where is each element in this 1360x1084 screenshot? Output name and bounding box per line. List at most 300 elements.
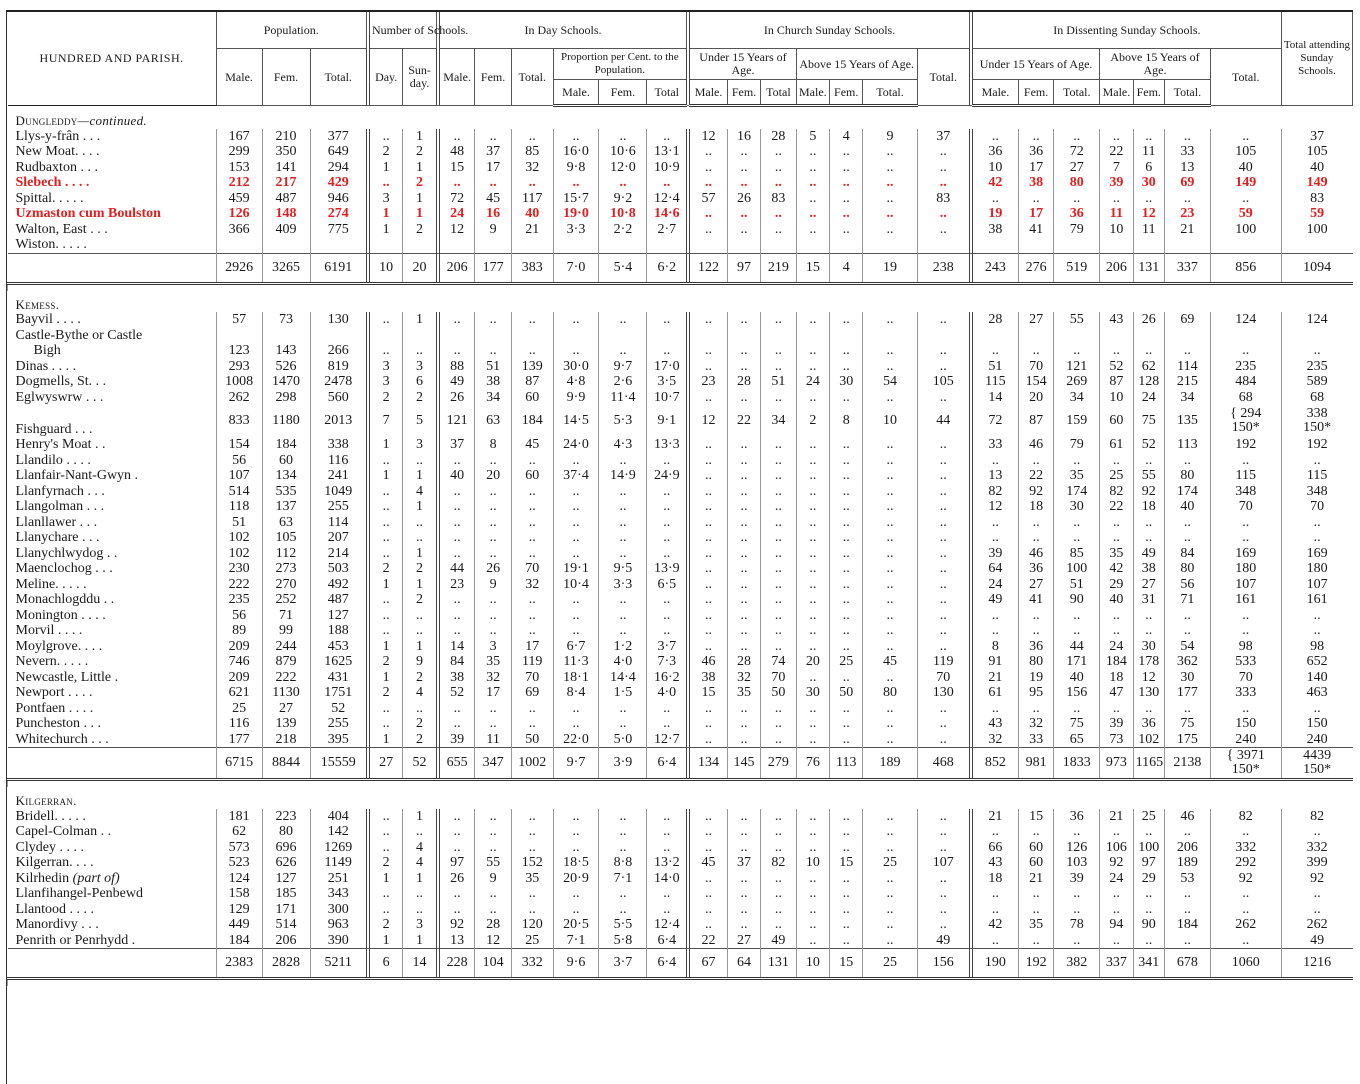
table-cell: 35 [1054, 468, 1100, 484]
table-cell: 116 [310, 453, 366, 469]
table-cell [1133, 328, 1164, 344]
table-cell: 3265 [262, 253, 310, 283]
table-cell: 262 [1210, 917, 1281, 933]
table-cell: 212 [216, 175, 262, 191]
table-cell: 1 [403, 191, 436, 207]
table-cell: 63 [262, 515, 310, 531]
table-cell: 35 [727, 685, 760, 701]
table-cell: .. [475, 902, 512, 918]
table-cell: .. [761, 871, 796, 887]
church-above-fem-header: Fem. [830, 80, 863, 106]
table-cell: 1 [403, 809, 436, 825]
table-cell: 139 [262, 716, 310, 732]
parish-name [8, 343, 217, 359]
table-cell: .. [1133, 608, 1164, 624]
table-cell: 1 [369, 670, 402, 686]
table-cell: 39 [972, 546, 1018, 562]
table-cell: 92 [1100, 855, 1133, 871]
table-cell: 10 [369, 253, 402, 283]
table-cell: 26 [439, 390, 474, 406]
table-cell: 6 [403, 374, 436, 390]
table-cell: 573 [216, 840, 262, 856]
table-cell: .. [647, 499, 687, 515]
table-cell: .. [1100, 129, 1133, 145]
table-cell: 649 [310, 144, 366, 160]
table-cell: 40 [1100, 592, 1133, 608]
table-cell: 28 [972, 312, 1018, 328]
table-cell: 383 [511, 253, 553, 283]
parish-label: Bigh [33, 343, 61, 358]
table-cell: .. [1054, 623, 1100, 639]
table-cell: 63 [475, 405, 512, 437]
table-cell: .. [863, 592, 917, 608]
dissent-under-fem-header: Fem. [1018, 80, 1053, 106]
table-cell: .. [369, 499, 402, 515]
table-cell: 87 [1100, 374, 1133, 390]
table-row [8, 902, 1353, 918]
table-cell: .. [917, 437, 969, 453]
table-cell: 230 [216, 561, 262, 577]
table-cell: 102 [1133, 732, 1164, 748]
table-cell [796, 237, 829, 253]
table-cell: .. [1133, 343, 1164, 359]
table-row [8, 160, 1353, 176]
table-row [8, 343, 1353, 359]
table-row [8, 468, 1353, 484]
table-cell: .. [403, 824, 436, 840]
dissent-above-15-header: Above 15 Years of Age. [1100, 49, 1211, 80]
parish-name [8, 933, 217, 949]
table-cell: 3·7 [599, 949, 647, 979]
table-cell: .. [917, 577, 969, 593]
table-cell: .. [475, 312, 512, 328]
table-cell: 20 [1018, 390, 1053, 406]
table-cell: .. [690, 468, 728, 484]
table-cell: 184 [1100, 654, 1133, 670]
parish-name [8, 886, 217, 902]
cell-line: 338 [1306, 406, 1328, 421]
table-cell: .. [1133, 701, 1164, 717]
table-row [8, 206, 1353, 222]
table-cell: 19·0 [553, 206, 599, 222]
cell-line: 150* [1303, 762, 1332, 777]
table-cell: 337 [1100, 949, 1133, 979]
table-cell: .. [553, 608, 599, 624]
table-cell: 6 [369, 949, 402, 979]
table-cell: .. [1210, 701, 1281, 717]
table-cell: .. [863, 546, 917, 562]
table-cell: 82 [972, 484, 1018, 500]
table-cell: .. [863, 453, 917, 469]
table-cell [1281, 328, 1352, 344]
table-cell: 28 [475, 917, 512, 933]
table-cell: 390 [310, 933, 366, 949]
table-cell: .. [796, 902, 829, 918]
table-cell [1164, 237, 1210, 253]
parish-name [8, 654, 217, 670]
table-cell: .. [511, 530, 553, 546]
table-cell: .. [690, 608, 728, 624]
table-cell: 228 [439, 949, 474, 979]
parish-label: Bridell. . . . . [15, 808, 86, 824]
table-cell: 184 [216, 933, 262, 949]
table-cell: 217 [262, 175, 310, 191]
parish-name [8, 561, 217, 577]
table-cell: 1751 [310, 685, 366, 701]
table-cell: 24 [972, 577, 1018, 593]
table-cell: 115 [972, 374, 1018, 390]
table-cell: 3·9 [599, 748, 647, 780]
day-total-header: Total. [511, 49, 553, 106]
table-cell: .. [972, 453, 1018, 469]
table-cell: .. [690, 840, 728, 856]
table-cell: 298 [262, 390, 310, 406]
table-cell: 270 [262, 577, 310, 593]
table-cell: .. [796, 468, 829, 484]
church-under-total-header: Total [761, 80, 796, 106]
table-cell: 10·7 [647, 390, 687, 406]
table-cell: 292 [1210, 855, 1281, 871]
table-cell: 269 [1054, 374, 1100, 390]
table-cell: .. [1210, 902, 1281, 918]
parish-name [8, 499, 217, 515]
table-cell: .. [511, 175, 553, 191]
table-cell: 64 [727, 949, 760, 979]
parish-label: Llanfyrnach . . . [15, 483, 105, 499]
cell-line: 150* [1231, 762, 1260, 777]
table-cell: 1833 [1054, 748, 1100, 780]
table-cell [1100, 237, 1133, 253]
hundred-section-row [8, 291, 1353, 313]
table-cell: 463 [1281, 685, 1352, 701]
table-cell: 15·7 [553, 191, 599, 207]
table-cell: 18 [1100, 670, 1133, 686]
parish-name [8, 312, 217, 328]
table-cell: 98 [1210, 639, 1281, 655]
table-cell: .. [1281, 608, 1352, 624]
table-cell: .. [690, 437, 728, 453]
table-cell: 13·1 [647, 144, 687, 160]
table-cell: .. [403, 343, 436, 359]
table-cell: 60 [1100, 405, 1133, 437]
table-cell: .. [830, 701, 863, 717]
table-cell: .. [863, 608, 917, 624]
parish-name [8, 917, 217, 933]
table-cell: .. [727, 437, 760, 453]
table-cell: .. [863, 824, 917, 840]
table-cell: .. [1281, 701, 1352, 717]
parish-name [8, 577, 217, 593]
table-cell [1210, 237, 1281, 253]
number-of-schools-header: Number of Schools. [369, 12, 436, 49]
table-cell: 21 [1100, 809, 1133, 825]
table-cell: 1 [369, 160, 402, 176]
table-cell: .. [830, 530, 863, 546]
table-cell: .. [1018, 608, 1053, 624]
parish-name [8, 129, 217, 145]
table-cell: .. [475, 716, 512, 732]
table-cell: .. [599, 484, 647, 500]
table-cell: .. [761, 577, 796, 593]
table-cell: 114 [310, 515, 366, 531]
table-cell: 44 [917, 405, 969, 437]
table-cell: 181 [216, 809, 262, 825]
dissenting-sunday-schools-header: In Dissenting Sunday Schools. [972, 12, 1281, 49]
table-row [8, 933, 1353, 949]
table-cell: 294 [310, 160, 366, 176]
table-cell: 36 [1133, 716, 1164, 732]
table-cell: 9 [475, 871, 512, 887]
table-cell: 1 [369, 437, 402, 453]
table-cell: .. [727, 222, 760, 238]
table-cell: 25 [511, 933, 553, 949]
table-cell: 40 [1210, 160, 1281, 176]
table-cell: 14·6 [647, 206, 687, 222]
church-above-total-header: Total. [863, 80, 917, 106]
parish-name [8, 608, 217, 624]
table-row [8, 390, 1353, 406]
table-cell: 2 [369, 561, 402, 577]
table-cell: .. [972, 701, 1018, 717]
parish-name [8, 453, 217, 469]
table-cell: 62 [1133, 359, 1164, 375]
table-cell: 2926 [216, 253, 262, 283]
table-cell: 262 [216, 390, 262, 406]
table-cell: 175 [1164, 732, 1210, 748]
table-cell: 2·6 [599, 374, 647, 390]
table-cell: 348 [1281, 484, 1352, 500]
table-row [8, 499, 1353, 515]
table-cell: .. [475, 343, 512, 359]
table-cell: 13·3 [647, 437, 687, 453]
table-cell: .. [439, 515, 474, 531]
table-cell: 105 [917, 374, 969, 390]
table-cell: 64 [972, 561, 1018, 577]
table-cell: .. [796, 561, 829, 577]
table-cell: .. [1210, 608, 1281, 624]
table-cell: 15 [1018, 809, 1053, 825]
table-cell: 184 [262, 437, 310, 453]
table-cell: 115 [1210, 468, 1281, 484]
table-cell: .. [511, 902, 553, 918]
table-cell: 12·0 [599, 160, 647, 176]
parish-label: Dinas . . . . [15, 358, 77, 374]
table-cell: 8 [972, 639, 1018, 655]
table-cell: 453 [310, 639, 366, 655]
parish-name [8, 840, 217, 856]
table-cell: 1 [369, 206, 402, 222]
table-cell: .. [599, 701, 647, 717]
table-cell: .. [727, 499, 760, 515]
table-cell: 23 [1164, 206, 1210, 222]
table-cell: 22·0 [553, 732, 599, 748]
table-cell: 124 [1281, 312, 1352, 328]
table-cell: 3·3 [553, 222, 599, 238]
table-cell: 73 [262, 312, 310, 328]
table-cell: .. [553, 453, 599, 469]
table-cell: 279 [761, 748, 796, 780]
table-cell: 26 [1133, 312, 1164, 328]
table-cell: .. [439, 175, 474, 191]
table-cell [761, 237, 796, 253]
table-cell: 20 [403, 253, 436, 283]
table-cell: .. [511, 716, 553, 732]
table-cell: .. [599, 716, 647, 732]
table-cell: 10 [863, 405, 917, 437]
table-cell: .. [1133, 530, 1164, 546]
hundred-section-row [8, 106, 1353, 129]
table-cell: .. [830, 732, 863, 748]
table-cell: 92 [1281, 871, 1352, 887]
table-cell: 29 [1133, 871, 1164, 887]
table-cell: .. [863, 886, 917, 902]
table-cell: 80 [262, 824, 310, 840]
table-cell: .. [553, 499, 599, 515]
table-cell: 332 [511, 949, 553, 979]
table-cell: 46 [1018, 546, 1053, 562]
table-row [8, 608, 1353, 624]
table-cell: 244 [262, 639, 310, 655]
table-cell: 10 [796, 949, 829, 979]
table-cell: .. [796, 840, 829, 856]
table-cell: 1216 [1281, 949, 1352, 979]
table-cell: 30 [1133, 639, 1164, 655]
table-cell: 17 [511, 639, 553, 655]
table-cell: .. [475, 453, 512, 469]
cell-line: 150* [1303, 420, 1332, 435]
table-cell: .. [690, 732, 728, 748]
table-cell: 137 [262, 499, 310, 515]
table-cell: 6·4 [647, 933, 687, 949]
table-cell: 4 [403, 484, 436, 500]
table-cell: .. [1054, 933, 1100, 949]
table-cell: .. [369, 175, 402, 191]
table-cell: .. [1054, 453, 1100, 469]
table-cell: .. [511, 515, 553, 531]
table-cell: 35 [1018, 917, 1053, 933]
table-cell: 409 [262, 222, 310, 238]
table-cell: 523 [216, 855, 262, 871]
table-cell: 153 [216, 160, 262, 176]
table-cell: .. [863, 390, 917, 406]
table-cell: .. [553, 809, 599, 825]
table-cell: .. [1054, 343, 1100, 359]
parish-label: Eglwyswrw . . . [15, 389, 104, 405]
table-cell: .. [1018, 515, 1053, 531]
table-cell: .. [369, 129, 402, 145]
table-cell: 118 [216, 499, 262, 515]
table-cell: .. [1100, 191, 1133, 207]
table-cell: 25 [830, 654, 863, 670]
table-cell: 238 [917, 253, 969, 283]
day-schools-header: In Day Schools. [439, 12, 686, 49]
table-cell: 169 [1281, 546, 1352, 562]
table-cell: 123 [216, 343, 262, 359]
table-row [8, 701, 1353, 717]
parish-label: Spittal. . . . . [15, 190, 84, 206]
table-cell: 10 [972, 160, 1018, 176]
table-cell: .. [647, 515, 687, 531]
cell-line: { 3971 [1226, 748, 1265, 763]
table-cell: 4 [830, 129, 863, 145]
table-cell: .. [403, 453, 436, 469]
table-cell: 8·4 [553, 685, 599, 701]
table-cell: .. [917, 499, 969, 515]
table-cell: 55 [1133, 468, 1164, 484]
table-cell [369, 237, 402, 253]
table-cell: .. [599, 809, 647, 825]
table-cell: 92 [1210, 871, 1281, 887]
table-cell: 26 [727, 191, 760, 207]
table-cell: .. [1281, 515, 1352, 531]
table-cell: 100 [1133, 840, 1164, 856]
table-cell: .. [599, 546, 647, 562]
table-cell: .. [863, 359, 917, 375]
table-cell: 35 [1100, 546, 1133, 562]
table-cell: 90 [1133, 917, 1164, 933]
table-cell: 100 [1054, 561, 1100, 577]
table-cell: .. [863, 732, 917, 748]
table-cell: .. [830, 206, 863, 222]
table-cell: 22 [1100, 144, 1133, 160]
table-cell: .. [830, 902, 863, 918]
hundred-total-row [8, 748, 1353, 780]
table-cell: 79 [1054, 222, 1100, 238]
table-cell: 51 [972, 359, 1018, 375]
table-cell: 83 [761, 191, 796, 207]
table-cell: .. [439, 623, 474, 639]
table-cell: 70 [1281, 499, 1352, 515]
parish-name [8, 855, 217, 871]
table-cell: 17 [1018, 160, 1053, 176]
table-cell: 124 [216, 871, 262, 887]
table-cell: .. [511, 453, 553, 469]
table-cell: 560 [310, 390, 366, 406]
section-gap [8, 780, 1353, 788]
table-cell: 223 [262, 809, 310, 825]
table-cell: .. [439, 824, 474, 840]
table-row [8, 592, 1353, 608]
table-cell [553, 237, 599, 253]
table-cell: .. [647, 608, 687, 624]
table-row [8, 561, 1353, 577]
table-cell: 61 [972, 685, 1018, 701]
table-cell: .. [647, 701, 687, 717]
table-cell: .. [727, 608, 760, 624]
table-cell: 59 [1210, 206, 1281, 222]
table-cell: 3·5 [647, 374, 687, 390]
table-cell: 255 [310, 499, 366, 515]
table-cell: .. [796, 917, 829, 933]
table-cell: 27 [1018, 312, 1053, 328]
table-cell: 34 [1054, 390, 1100, 406]
table-cell: .. [553, 902, 599, 918]
table-cell: 129 [216, 902, 262, 918]
table-cell: 184 [511, 405, 553, 437]
table-cell: 31 [1133, 592, 1164, 608]
table-cell: .. [1018, 824, 1053, 840]
table-cell: 49 [761, 933, 796, 949]
table-cell: 18 [972, 871, 1018, 887]
table-cell: 52 [403, 748, 436, 780]
table-cell: .. [690, 623, 728, 639]
table-cell: 44 [1054, 639, 1100, 655]
parish-name [8, 902, 217, 918]
table-cell: 60 [262, 453, 310, 469]
table-cell: 180 [1281, 561, 1352, 577]
table-cell: .. [727, 809, 760, 825]
table-cell: .. [863, 175, 917, 191]
